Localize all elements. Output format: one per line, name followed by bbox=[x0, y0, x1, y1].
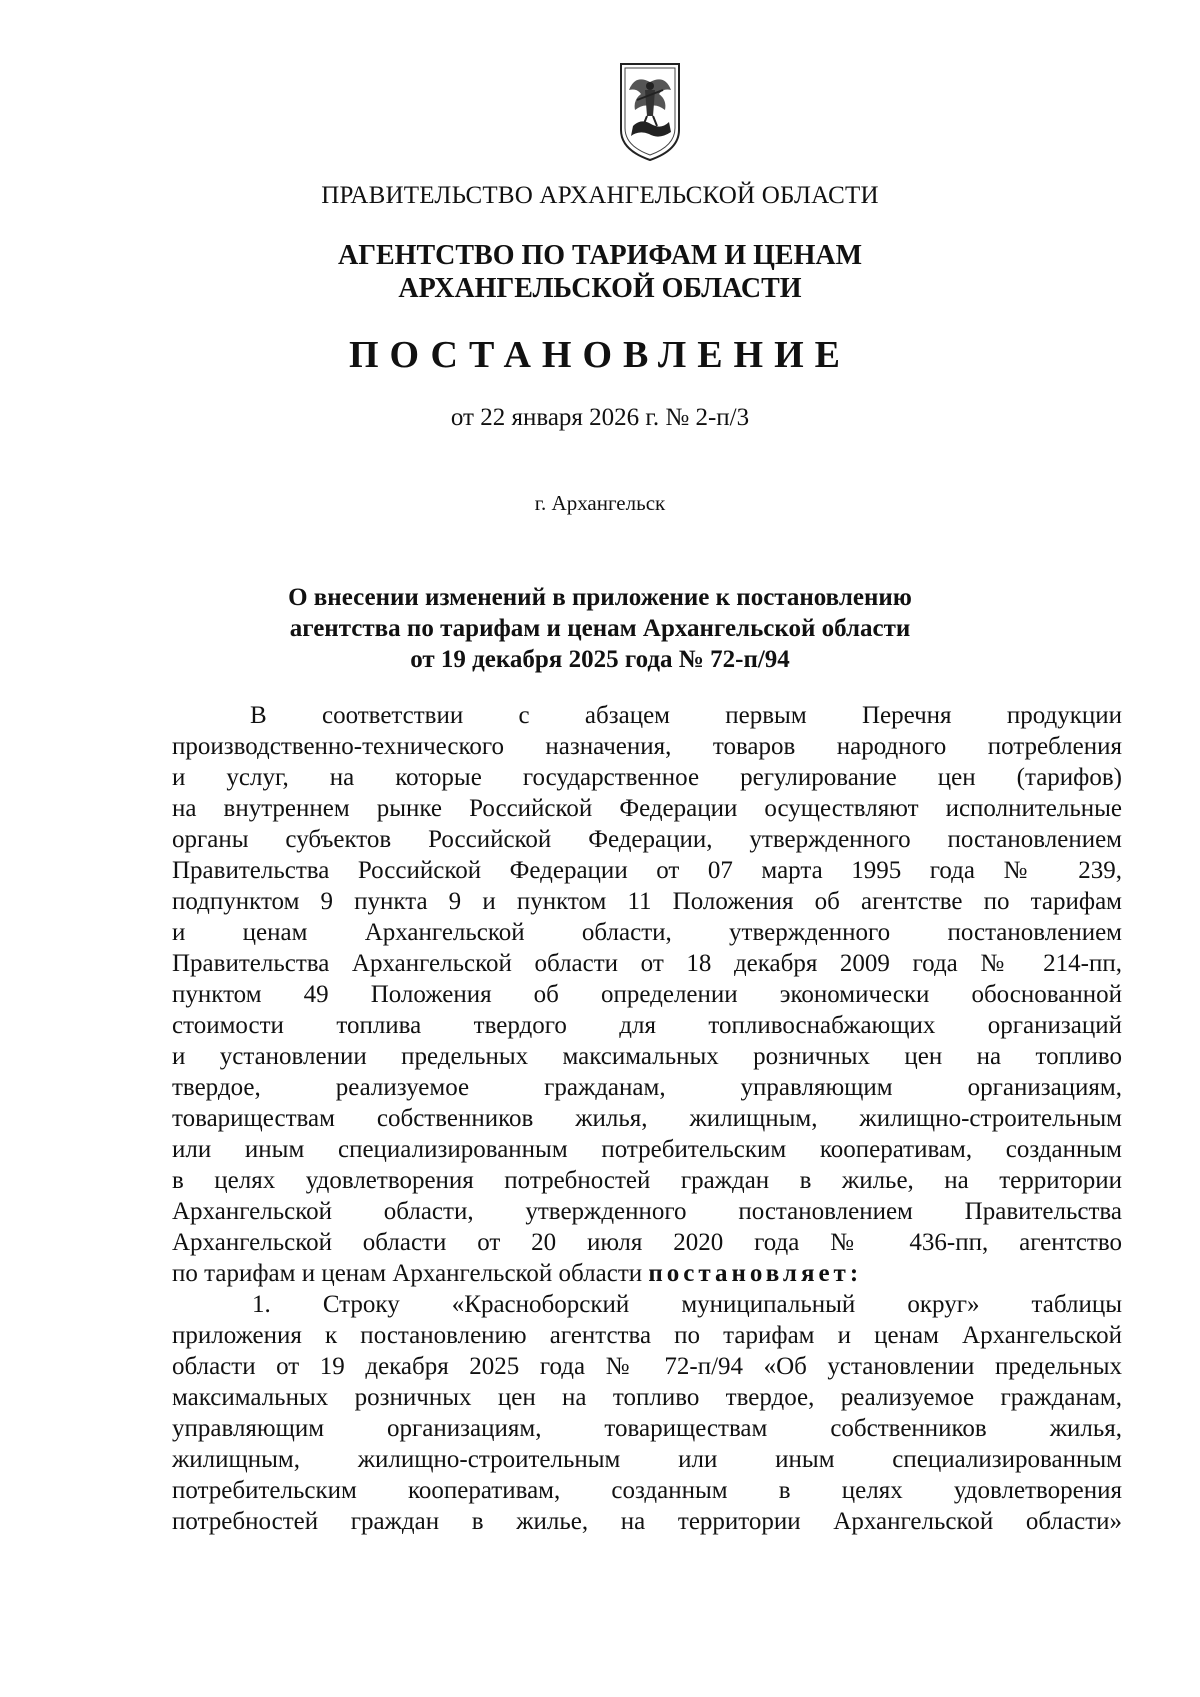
document-city: г. Архангельск bbox=[534, 491, 666, 515]
decree-word: постановляет: bbox=[648, 1260, 863, 1287]
subject-line1: О внесении изменений в приложение к постановлению bbox=[288, 584, 912, 611]
body-line: Правительства Российской Федерации от 07 марта 1995 года № 239, bbox=[172, 857, 1122, 884]
body-line: Архангельской области, утвержденного постановлением Правительства bbox=[172, 1198, 1122, 1225]
item-line: 1. Строку «Красноборский муниципальный округ» таблицы bbox=[252, 1291, 1122, 1318]
body-line: органы субъектов Российской Федерации, утвержденного постановлением bbox=[172, 826, 1122, 853]
document-date-number: от 22 января 2026 г. № 2-п/3 bbox=[450, 404, 750, 431]
decree-line-prefix: по тарифам и ценам Архангельской области bbox=[172, 1260, 643, 1287]
body-line: твердое, реализуемое гражданам, управляющим организациям, bbox=[172, 1074, 1122, 1101]
body-line: пунктом 49 Положения об определении экономически обоснованной bbox=[172, 981, 1122, 1008]
body-line: производственно-технического назначения, товаров народного потребления bbox=[172, 733, 1122, 760]
item-line: жилищным, жилищно-строительным или иным специализированным bbox=[172, 1446, 1122, 1473]
body-line: Правительства Архангельской области от 18 декабря 2009 года № 214-пп, bbox=[172, 950, 1122, 977]
item-line: потребностей граждан в жилье, на территории Архангельской области» bbox=[172, 1508, 1122, 1535]
body-line: или иным специализированным потребительским кооперативам, созданным bbox=[172, 1136, 1122, 1163]
item-line: максимальных розничных цен на топливо твердое, реализуемое гражданам, bbox=[172, 1384, 1122, 1411]
subject-line3: от 19 декабря 2025 года № 72-п/94 bbox=[410, 646, 790, 673]
body-line: стоимости топлива твердого для топливоснабжающих организаций bbox=[172, 1012, 1122, 1039]
body-line: Архангельской области от 20 июля 2020 года № 436-пп, агентство bbox=[172, 1229, 1122, 1256]
government-title: ПРАВИТЕЛЬСТВО АРХАНГЕЛЬСКОЙ ОБЛАСТИ bbox=[321, 182, 879, 209]
item-line: области от 19 декабря 2025 года № 72-п/94 «Об установлении предельных bbox=[172, 1353, 1122, 1380]
body-line: в целях удовлетворения потребностей граждан в жилье, на территории bbox=[172, 1167, 1122, 1194]
agency-title-line2: АРХАНГЕЛЬСКОЙ ОБЛАСТИ bbox=[398, 273, 802, 304]
item-line: управляющим организациям, товариществам собственников жилья, bbox=[172, 1415, 1122, 1442]
subject-line2: агентства по тарифам и ценам Архангельской области bbox=[289, 615, 911, 642]
decree-line bbox=[172, 1258, 1122, 1289]
document-type: ПОСТАНОВЛЕНИЕ bbox=[348, 334, 852, 376]
item-line: потребительским кооперативам, созданным в целях удовлетворения bbox=[172, 1477, 1122, 1504]
body-line: и услуг, на которые государственное регулирование цен (тарифов) bbox=[172, 764, 1122, 791]
body-line: и установлении предельных максимальных розничных цен на топливо bbox=[172, 1043, 1122, 1070]
item-line: приложения к постановлению агентства по тарифам и ценам Архангельской bbox=[172, 1322, 1122, 1349]
body-line: и ценам Архангельской области, утвержденного постановлением bbox=[172, 919, 1122, 946]
agency-title-line1: АГЕНТСТВО ПО ТАРИФАМ И ЦЕНАМ bbox=[337, 240, 863, 271]
body-line: на внутреннем рынке Российской Федерации осуществляют исполнительные bbox=[172, 795, 1122, 822]
body-text bbox=[172, 700, 1122, 1537]
body-line: В соответствии с абзацем первым Перечня продукции bbox=[250, 702, 1122, 729]
coat-of-arms-icon bbox=[615, 60, 685, 162]
body-line: подпунктом 9 пункта 9 и пунктом 11 Положения об агентстве по тарифам bbox=[172, 888, 1122, 915]
body-line: товариществам собственников жилья, жилищным, жилищно-строительным bbox=[172, 1105, 1122, 1132]
